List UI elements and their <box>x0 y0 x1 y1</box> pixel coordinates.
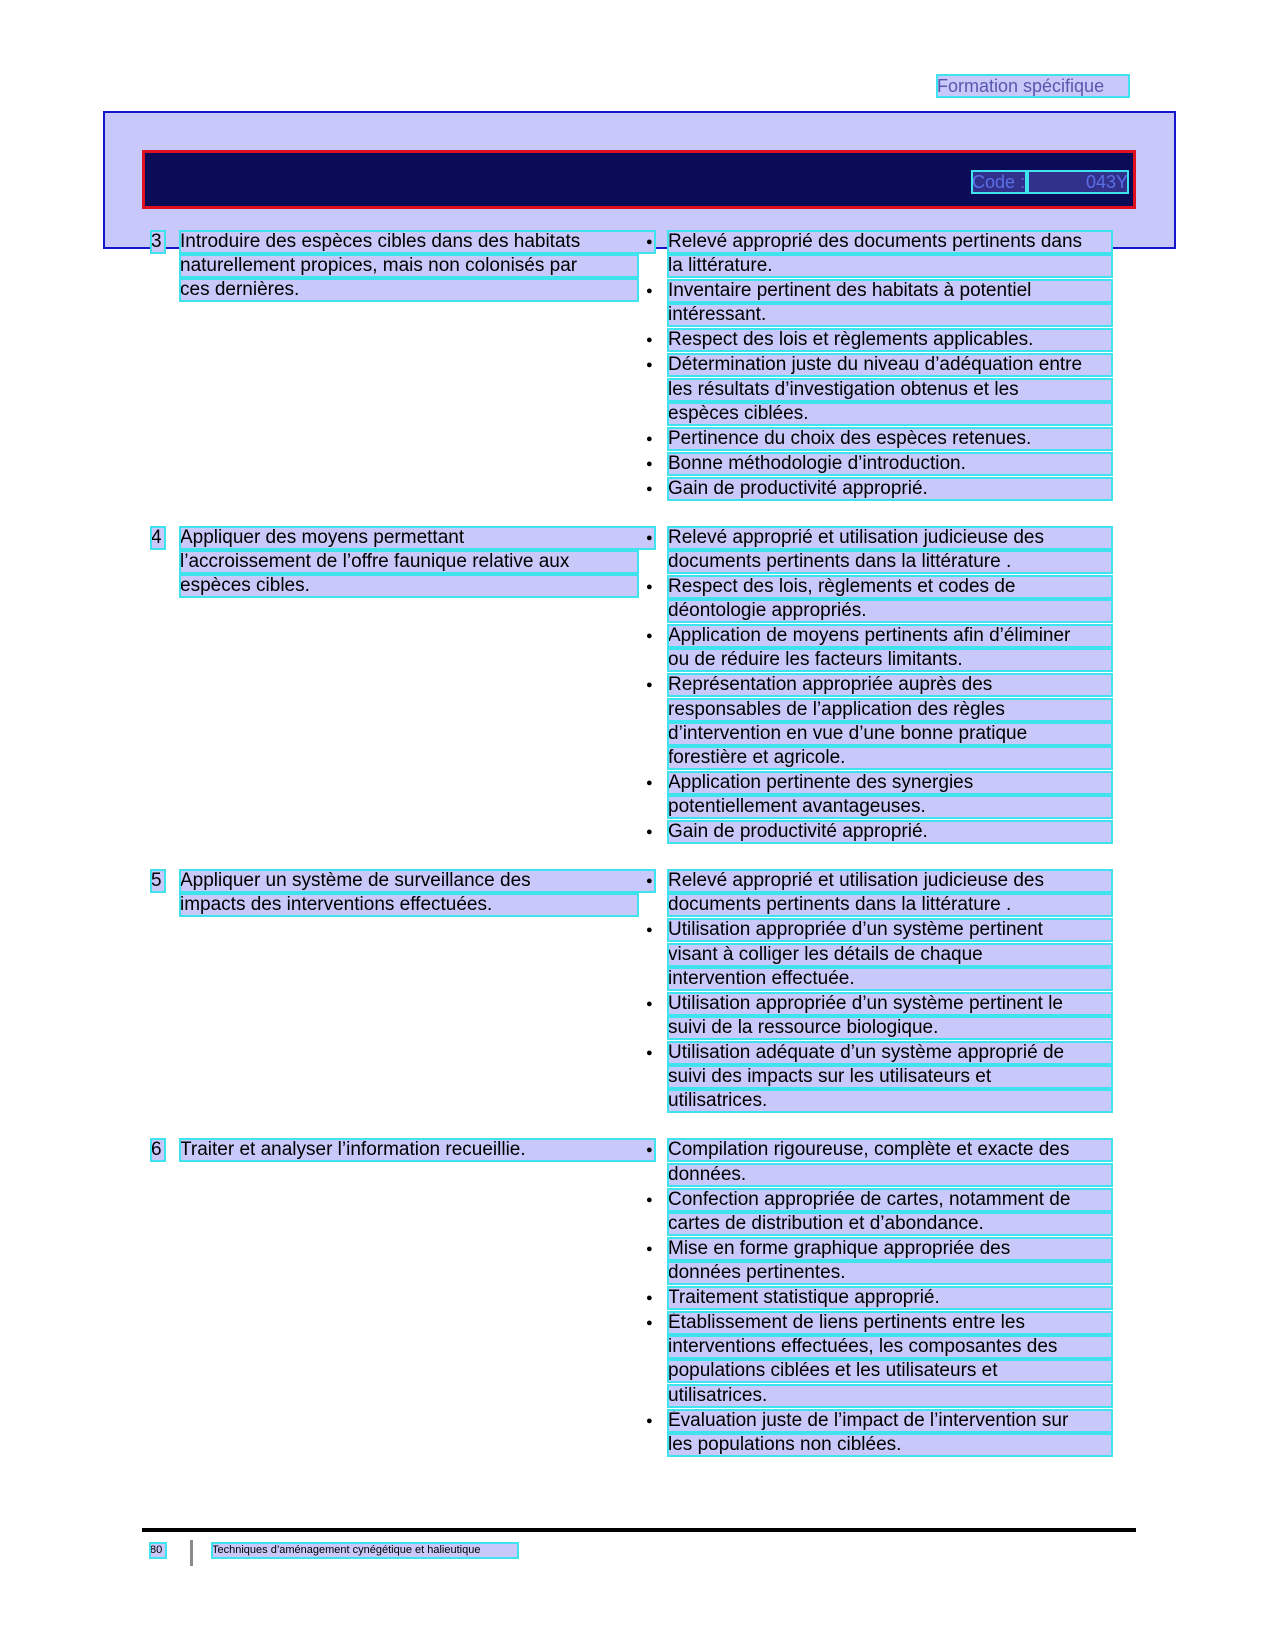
element-text-line: ces dernières. <box>180 279 638 301</box>
criterion-line: espèces ciblées. <box>668 403 1112 425</box>
bullet-icon: ● <box>646 1047 653 1059</box>
criterion-line: intéressant. <box>668 304 1112 326</box>
code-label: Code : <box>972 172 1026 192</box>
element-text-line: Appliquer des moyens permettant <box>180 527 655 549</box>
element-number: 6 <box>151 1139 165 1161</box>
code-value: 043Y <box>1028 171 1128 193</box>
element-number: 5 <box>151 870 165 892</box>
element-text-line: espèces cibles. <box>180 575 638 597</box>
criterion-line: Inventaire pertinent des habitats à potentiel <box>668 280 1112 302</box>
bullet-icon: ● <box>646 334 653 347</box>
criterion-line: suivi de la ressource biologique. <box>668 1017 1112 1039</box>
criterion-line: Établissement de liens pertinents entre les <box>668 1312 1112 1334</box>
bullet-icon: ● <box>646 531 653 544</box>
criterion-line: cartes de distribution et d’abondance. <box>668 1213 1112 1235</box>
criterion-line: Relevé approprié et utilisation judicieuse des <box>668 870 1112 892</box>
bullet-icon: ● <box>646 1144 653 1157</box>
criterion-line: Détermination juste du niveau d’adéquation entre <box>668 354 1112 376</box>
bullet-icon: ● <box>646 997 653 1010</box>
criterion-line: Relevé approprié et utilisation judicieuse des <box>668 527 1112 549</box>
criterion-line: Utilisation adéquate d’un système approprié de <box>668 1042 1112 1064</box>
criterion-line: Application pertinente des synergies <box>668 772 1112 794</box>
element-text-line: naturellement propices, mais non colonisés par <box>180 255 638 277</box>
criterion-line: forestière et agricole. <box>668 747 1112 769</box>
footer-separator <box>190 1540 193 1566</box>
element-text-line: Appliquer un système de surveillance des <box>180 870 655 892</box>
bullet-icon: ● <box>646 285 653 298</box>
footer-page-number: 80 <box>150 1543 166 1558</box>
criterion-line: Pertinence du choix des espèces retenues. <box>668 428 1112 450</box>
bullet-icon: ● <box>646 1317 653 1329</box>
element-number: 3 <box>151 231 165 253</box>
element-text-line: l’accroissement de l’offre faunique relative aux <box>180 551 638 573</box>
criterion-line: responsables de l’application des règles <box>668 699 1112 721</box>
criterion-line: visant à colliger les détails de chaque <box>668 944 1112 966</box>
criterion-line: Utilisation appropriée d’un système pertinent <box>668 919 1112 941</box>
bullet-icon: ● <box>646 777 653 789</box>
bullet-icon: ● <box>646 1242 653 1255</box>
bullet-icon: ● <box>646 1414 653 1427</box>
criterion-line: déontologie appropriés. <box>668 600 1112 622</box>
criterion-line: données pertinentes. <box>668 1262 1112 1284</box>
criterion-line: intervention effectuée. <box>668 968 1112 990</box>
criterion-line: documents pertinents dans la littérature . <box>668 551 1112 573</box>
footer-rule <box>142 1528 1136 1532</box>
bullet-icon: ● <box>646 457 653 470</box>
criterion-line: ou de réduire les facteurs limitants. <box>668 649 1112 671</box>
bullet-icon: ● <box>646 581 653 593</box>
element-text-line: Traiter et analyser l’information recueillie. <box>180 1139 655 1161</box>
criterion-line: Évaluation juste de l’impact de l’intervention sur <box>668 1410 1112 1432</box>
criterion-line: données. <box>668 1164 1112 1186</box>
criterion-line: Utilisation appropriée d’un système pertinent le <box>668 993 1112 1015</box>
criterion-line: la littérature. <box>668 255 1112 277</box>
bullet-icon: ● <box>646 630 653 643</box>
bullet-icon: ● <box>646 432 653 445</box>
criterion-line: Compilation rigoureuse, complète et exacte des <box>668 1139 1112 1161</box>
criterion-line: les résultats d’investigation obtenus et les <box>668 379 1112 401</box>
bullet-icon: ● <box>646 236 653 248</box>
bullet-icon: ● <box>646 679 653 692</box>
bullet-icon: ● <box>646 924 653 937</box>
footer-title: Techniques d’aménagement cynégétique et halieutique <box>212 1543 518 1558</box>
criterion-line: documents pertinents dans la littérature . <box>668 894 1112 916</box>
running-header: Formation spécifique <box>937 75 1129 97</box>
criterion-line: utilisatrices. <box>668 1385 1112 1407</box>
bullet-icon: ● <box>646 1193 653 1206</box>
criterion-line: d’intervention en vue d’une bonne pratique <box>668 723 1112 745</box>
bullet-icon: ● <box>646 826 653 839</box>
criterion-line: Bonne méthodologie d’introduction. <box>668 453 1112 475</box>
criterion-line: Gain de productivité approprié. <box>668 821 1112 843</box>
criterion-line: Relevé approprié des documents pertinents dans <box>668 231 1112 253</box>
criterion-line: Application de moyens pertinents afin d’éliminer <box>668 625 1112 647</box>
criterion-line: Mise en forme graphique appropriée des <box>668 1238 1112 1260</box>
criterion-line: les populations non ciblées. <box>668 1434 1112 1456</box>
criterion-line: Traitement statistique approprié. <box>668 1287 1112 1309</box>
bullet-icon: ● <box>646 875 653 888</box>
bullet-icon: ● <box>646 482 653 495</box>
criterion-line: Représentation appropriée auprès des <box>668 674 1112 696</box>
criterion-line: utilisatrices. <box>668 1090 1112 1112</box>
element-text-line: impacts des interventions effectuées. <box>180 894 638 916</box>
criterion-line: Respect des lois, règlements et codes de <box>668 576 1112 598</box>
bullet-icon: ● <box>646 1292 653 1304</box>
criterion-line: Confection appropriée de cartes, notamment de <box>668 1189 1112 1211</box>
element-text-line: Introduire des espèces cibles dans des habitats <box>180 231 655 253</box>
criterion-line: potentiellement avantageuses. <box>668 796 1112 818</box>
criterion-line: Gain de productivité approprié. <box>668 478 1112 500</box>
criterion-line: interventions effectuées, les composantes des <box>668 1336 1112 1358</box>
criterion-line: suivi des impacts sur les utilisateurs et <box>668 1066 1112 1088</box>
bullet-icon: ● <box>646 359 653 372</box>
criterion-line: Respect des lois et règlements applicables. <box>668 329 1112 351</box>
criterion-line: populations ciblées et les utilisateurs et <box>668 1360 1112 1382</box>
element-number: 4 <box>151 527 165 549</box>
